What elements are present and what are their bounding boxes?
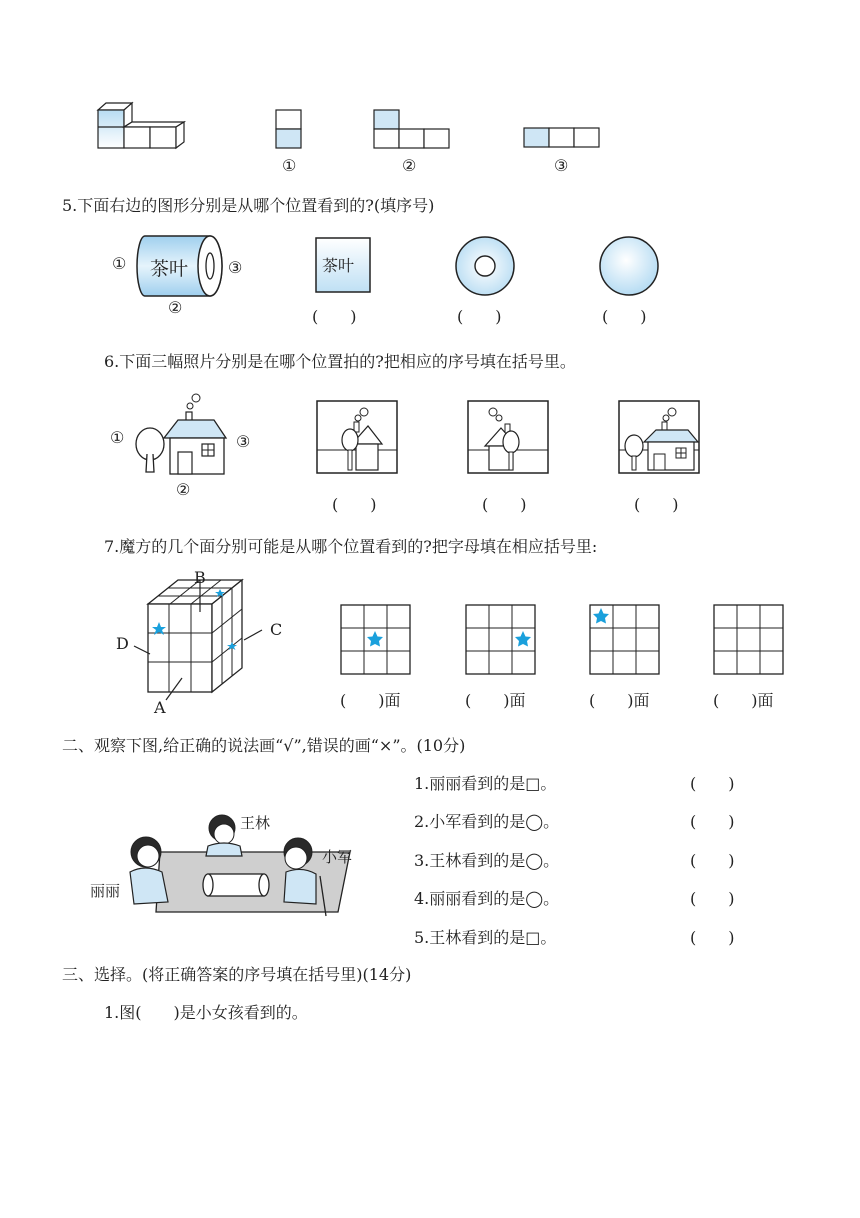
s2-item-1: 1.丽丽看到的是□。 — [414, 774, 557, 793]
q5-position-1: ① — [112, 254, 127, 273]
house-scene-figure — [134, 392, 234, 480]
cube-label-b: B — [194, 568, 206, 587]
view-1-figure — [276, 110, 306, 150]
s2-item-3: 3.王林看到的是◯。 — [414, 851, 560, 870]
name-lili: 丽丽 — [90, 882, 121, 900]
cube-label-d: D — [116, 634, 129, 653]
q7-face-4 — [713, 604, 785, 676]
q7-blank-3[interactable]: ( )面 — [589, 691, 650, 710]
q6-position-2: ② — [176, 480, 191, 499]
table-scene-figure — [90, 812, 380, 928]
s2-item-2: 2.小军看到的是◯。 — [414, 812, 560, 831]
q5-prompt: 5.下面右边的图形分别是从哪个位置看到的?(填序号) — [62, 196, 435, 215]
s2-item-5-blank[interactable]: ( ) — [690, 928, 735, 947]
q7-face-3 — [589, 604, 661, 676]
section3-item-1: 1.图( )是小女孩看到的。 — [104, 1003, 308, 1022]
q6-blank-2[interactable]: ( ) — [482, 495, 527, 514]
q6-photo-2 — [467, 400, 551, 476]
view-1-label: ① — [282, 156, 297, 175]
q6-blank-1[interactable]: ( ) — [332, 495, 377, 514]
q7-face-1 — [340, 604, 412, 676]
section2-heading: 二、观察下图,给正确的说法画“√”,错误的画“×”。(10分) — [62, 736, 466, 755]
name-wanglin: 王林 — [240, 814, 271, 832]
q5-position-2: ② — [168, 298, 183, 317]
q5-blank-3[interactable]: ( ) — [602, 307, 647, 326]
q5-blank-2[interactable]: ( ) — [457, 307, 502, 326]
q6-position-3: ③ — [236, 432, 251, 451]
q6-photo-1 — [316, 400, 400, 476]
q5-view-circle — [599, 236, 661, 298]
q7-blank-2[interactable]: ( )面 — [465, 691, 526, 710]
q6-prompt: 6.下面三幅照片分别是在哪个位置拍的?把相应的序号填在括号里。 — [104, 352, 576, 371]
q7-prompt: 7.魔方的几个面分别可能是从哪个位置看到的?把字母填在相应括号里: — [104, 537, 598, 556]
q6-blank-3[interactable]: ( ) — [634, 495, 679, 514]
q6-position-1: ① — [110, 428, 125, 447]
q7-blank-1[interactable]: ( )面 — [340, 691, 401, 710]
name-xiaojun: 小军 — [322, 848, 353, 866]
rubiks-cube-figure — [110, 570, 300, 718]
view-3-figure — [524, 128, 604, 150]
s2-item-2-blank[interactable]: ( ) — [690, 812, 735, 831]
q5-position-3: ③ — [228, 258, 243, 277]
block-figure — [96, 100, 191, 152]
cube-label-a: A — [154, 698, 166, 717]
section3-heading: 三、选择。(将正确答案的序号填在括号里)(14分) — [62, 965, 412, 984]
q7-blank-4[interactable]: ( )面 — [713, 691, 774, 710]
view-3-label: ③ — [554, 156, 569, 175]
q7-face-2 — [465, 604, 537, 676]
s2-item-1-blank[interactable]: ( ) — [690, 774, 735, 793]
s2-item-5: 5.王林看到的是□。 — [414, 928, 557, 947]
q6-photo-3 — [618, 400, 702, 476]
view-2-figure — [374, 110, 454, 150]
s2-item-4: 4.丽丽看到的是◯。 — [414, 889, 560, 908]
s2-item-3-blank[interactable]: ( ) — [690, 851, 735, 870]
s2-item-4-blank[interactable]: ( ) — [690, 889, 735, 908]
cube-label-c: C — [270, 620, 283, 639]
view-2-label: ② — [402, 156, 417, 175]
tea-can-label: 茶叶 — [150, 258, 189, 280]
q5-view-ring — [455, 236, 517, 298]
q5-blank-1[interactable]: ( ) — [312, 307, 357, 326]
q5-view-square-label: 茶叶 — [322, 256, 355, 275]
